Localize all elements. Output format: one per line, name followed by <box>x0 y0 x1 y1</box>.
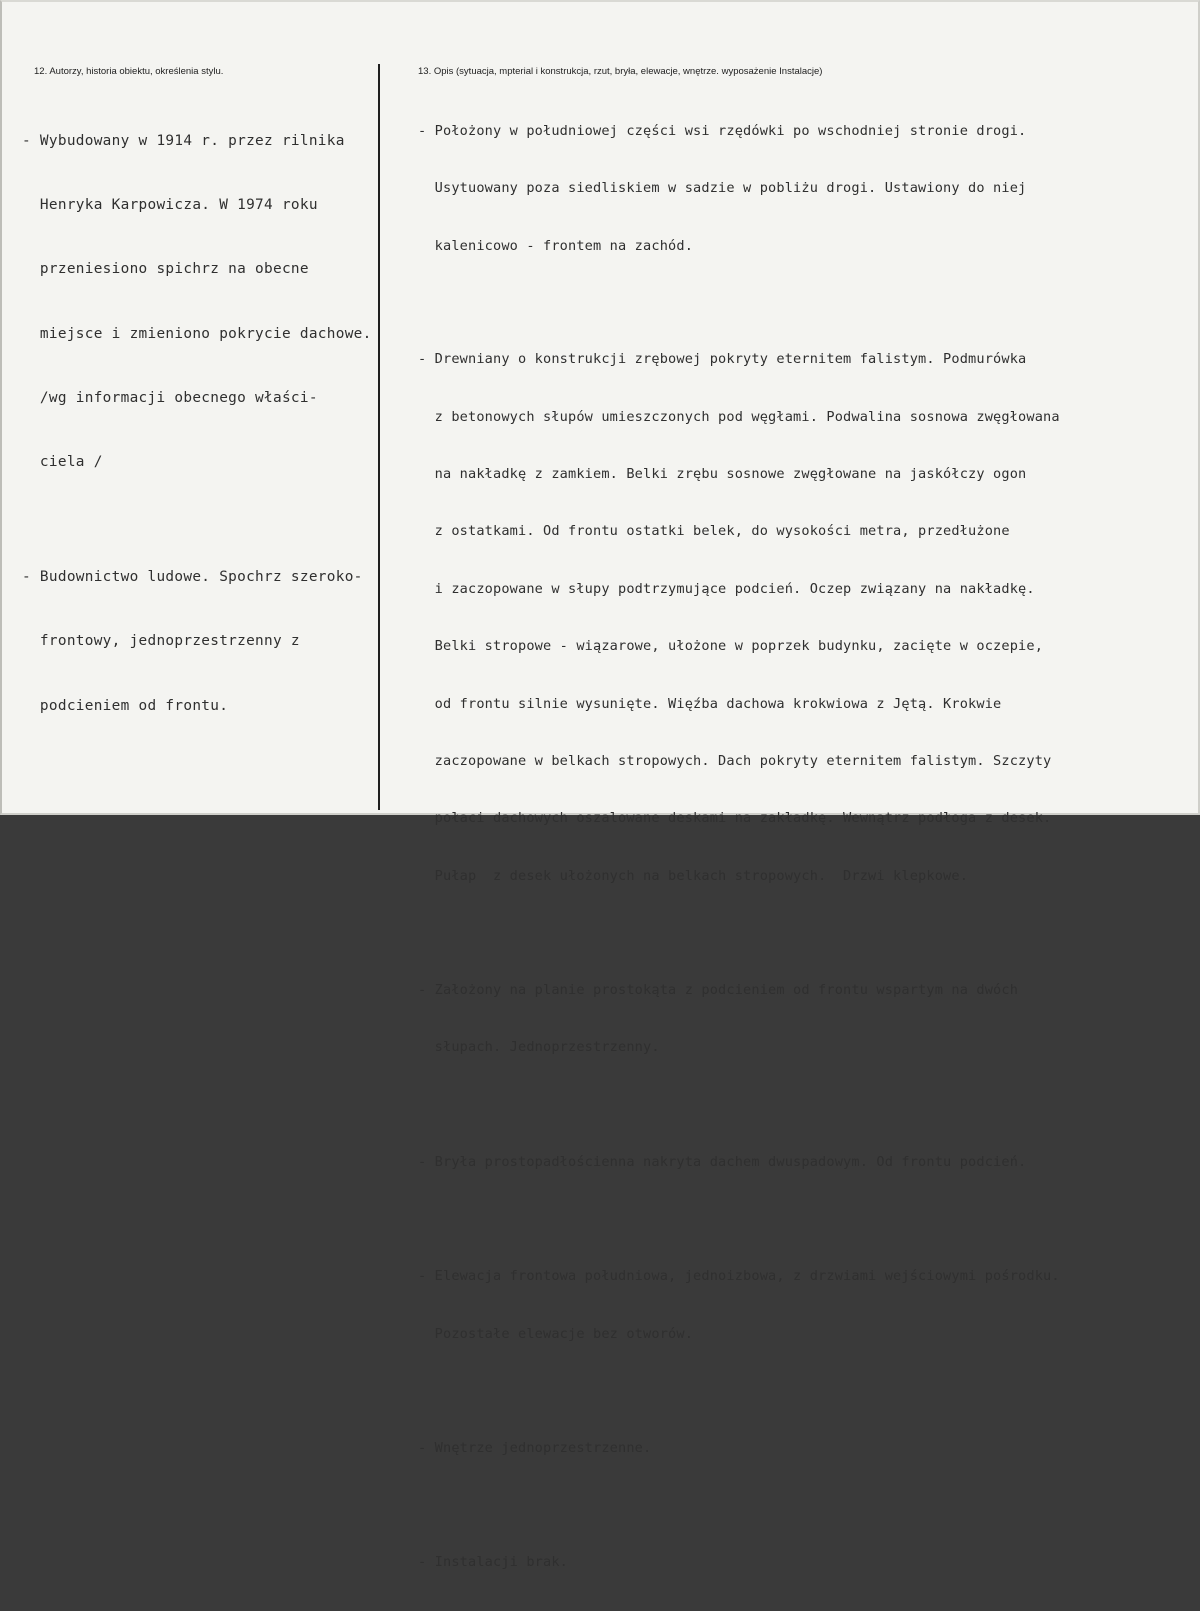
text-line: - Budownictwo ludowe. Spochrz szeroko- <box>22 569 363 586</box>
section-13-heading: 13. Opis (sytuacja, mpterial i konstrukcja, rzut, bryła, elewacje, wnętrze. wyposażenie Instalacje) <box>418 66 823 77</box>
text-line: przeniesiono spichrz na obecne <box>22 261 309 278</box>
text-line: - Drewniany o konstrukcji zrębowej pokryty eternitem falistym. Podmurówka <box>418 351 1027 368</box>
text-line: z betonowych słupów umieszczonych pod węgłami. Podwalina sosnowa zwęgłowana <box>418 408 1060 425</box>
text-line: ciela / <box>22 453 103 470</box>
text-line: - Instalacji brak. <box>418 1554 569 1571</box>
text-line: na nakładkę z zamkiem. Belki zrębu sosnowe zwęgłowane na jaskółczy ogon <box>418 465 1027 482</box>
text-line: - Założony na planie prostokąta z podcieniem od frontu wspartym na dwóch <box>418 982 1019 999</box>
text-line: Henryka Karpowicza. W 1974 roku <box>22 197 318 214</box>
text-line: - Elewacja frontowa południowa, jednoizbowa, z drzwiami wejściowymi pośrodku. <box>418 1268 1060 1285</box>
text-line: /wg informacji obecnego właści- <box>22 389 318 406</box>
text-line: kalenicowo - frontem na zachód. <box>418 237 694 254</box>
section-12-heading: 12. Autorzy, historia obiektu, określenia stylu. <box>34 66 224 77</box>
text-line: - Wnętrze jednoprzestrzenne. <box>418 1440 652 1457</box>
text-line: Pozostałe elewacje bez otworów. <box>418 1325 694 1342</box>
text-line: - Położony w południowej części wsi rzędówki po wschodniej stronie drogi. <box>418 123 1027 139</box>
text-line: frontowy, jednoprzestrzenny z <box>22 633 300 650</box>
text-line: Belki stropowe - wiązarowe, ułożone w poprzek budynku, zacięte w oczepie, <box>418 638 1044 655</box>
text-line: Usytuowany poza siedliskiem w sadzie w pobliżu drogi. Ustawiony do niej <box>418 180 1027 197</box>
text-line: zaczopowane w belkach stropowych. Dach pokryty eternitem falistym. Szczyty <box>418 752 1052 769</box>
text-line: - Bryła prostopadłościenna nakryta dachem dwuspadowym. Od frontu podcień. <box>418 1153 1027 1170</box>
text-line: Pułap z desek ułożonych na belkach stropowych. Drzwi klepkowe. <box>418 867 969 884</box>
section-12-text <box>22 90 402 757</box>
text-line: połaci dachowych oszalowane deskami na zakładkę. Wewnątrz podłoga z desek. <box>418 810 1052 827</box>
text-line: słupach. Jednoprzestrzenny. <box>418 1039 660 1056</box>
text-line: podcieniem od frontu. <box>22 697 229 714</box>
text-line: od frontu silnie wysunięte. Więźba dachowa krokwiowa z Jętą. Krokwie <box>418 695 1002 712</box>
section-13-text <box>418 84 1178 1611</box>
text-line: i zaczopowane w słupy podtrzymujące podcień. Oczep związany na nakładkę. <box>418 580 1035 597</box>
text-line: miejsce i zmieniono pokrycie dachowe. <box>22 325 372 342</box>
text-line: z ostatkami. Od frontu ostatki belek, do wysokości metra, przedłużone <box>418 523 1010 540</box>
text-line: - Wybudowany w 1914 r. przez rilnika <box>22 133 345 149</box>
